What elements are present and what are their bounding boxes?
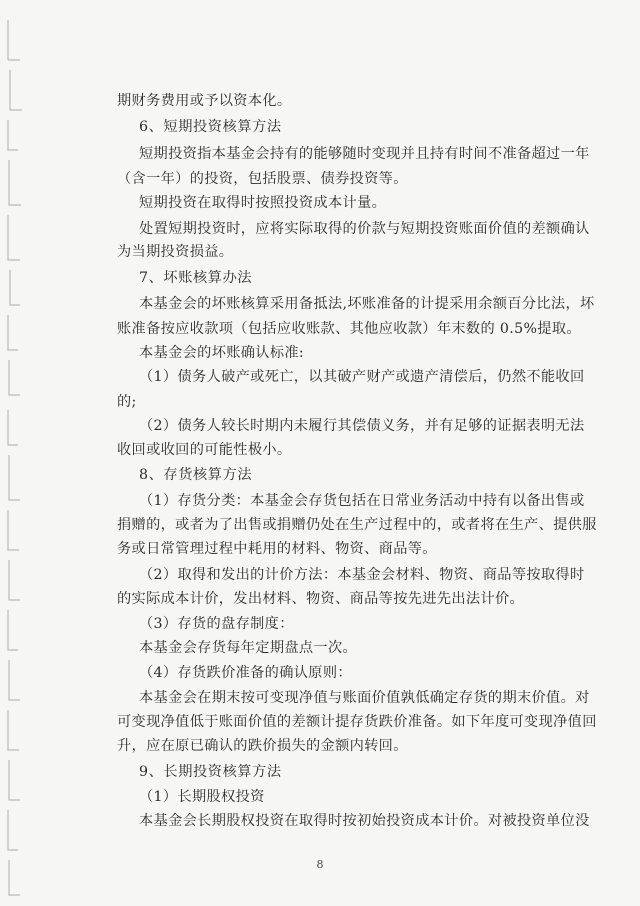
text-line: （1）债务人破产或死亡，以其破产财产或遗产清偿后，仍然不能收回 xyxy=(139,369,585,385)
text-line: 本基金会长期股权投资在取得时按初始投资成本计价。对被投资单位没 xyxy=(139,813,590,829)
page-number: 8 xyxy=(316,858,324,871)
text-line: （1）长期股权投资 xyxy=(139,789,265,805)
text-line: （4）存货跌价准备的确认原则： xyxy=(139,665,352,681)
text-line: 短期投资在取得时按照投资成本计量。 xyxy=(139,195,387,211)
text-line: 务或日常管理过程中耗用的材料、物资、商品等。 xyxy=(117,541,437,557)
text-line: 本基金会的坏账核算采用备抵法,坏账准备的计提采用余额百分比法，坏 xyxy=(139,296,595,312)
text-line: 期财务费用或予以资本化。 xyxy=(117,93,292,109)
text-line: 账准备按应收款项（包括应收账款、其他应收款）年末数的 0.5%提取。 xyxy=(117,321,581,337)
section-heading: 9、长期投资核算方法 xyxy=(139,764,282,780)
text-line: （1）存货分类：本基金会存货包括在日常业务活动中持有以备出售或 xyxy=(139,493,585,509)
text-line: 升，应在原已确认的跌价损失的金额内转回。 xyxy=(117,738,408,754)
text-line: 的; xyxy=(117,394,137,410)
text-line: 捐赠的，或者为了出售或捐赠仍处在生产过程中的，或者将在生产、提供服 xyxy=(117,517,597,533)
text-line: （2）债务人较长时期内未履行其偿债义务，并有足够的证据表明无法 xyxy=(139,418,585,434)
section-heading: 6、短期投资核算方法 xyxy=(139,119,282,135)
text-line: 本基金会存货每年定期盘点一次。 xyxy=(139,640,358,656)
text-line: 的实际成本计价，发出材料、物资、商品等按先进先出法计价。 xyxy=(117,591,525,607)
section-heading: 8、存货核算方法 xyxy=(139,467,253,483)
text-line: 收回或收回的可能性极小。 xyxy=(117,442,292,458)
text-line: 为当期投资损益。 xyxy=(117,244,234,260)
section-heading: 7、坏账核算办法 xyxy=(139,270,253,286)
text-line: （2）取得和发出的计价方法：本基金会材料、物资、商品等按取得时 xyxy=(139,567,585,583)
text-line: 可变现净值低于账面价值的差额计提存货跌价准备。如下年度可变现净值回 xyxy=(117,714,597,730)
text-line: 短期投资指本基金会持有的能够随时变现并且持有时间不准备超过一年 xyxy=(139,146,590,162)
text-line: （3）存货的盘存制度： xyxy=(139,616,294,632)
text-line: 本基金会的坏账确认标准: xyxy=(139,345,305,361)
text-line: （含一年）的投资，包括股票、债券投资等。 xyxy=(117,171,408,187)
text-line: 处置短期投资时，应将实际取得的价款与短期投资账面价值的差额确认 xyxy=(139,221,590,237)
text-line: 本基金会在期末按可变现净值与账面价值孰低确定存货的期末价值。对 xyxy=(139,690,590,706)
